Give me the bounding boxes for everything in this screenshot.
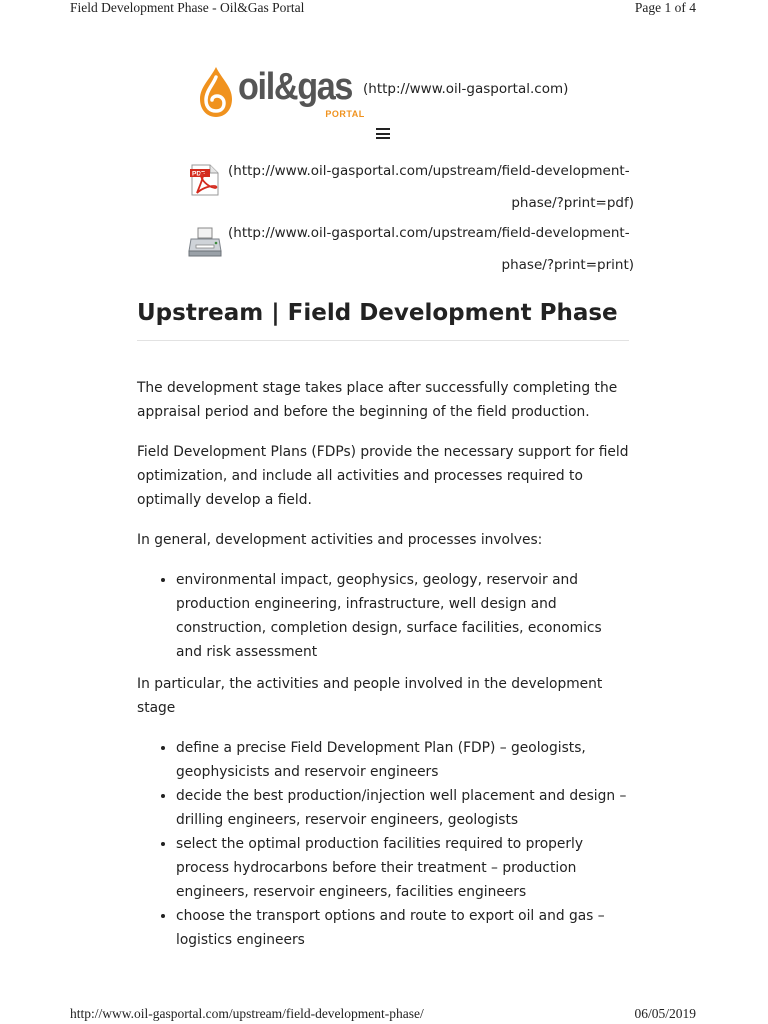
paragraph-general: In general, development activities and processes involves:	[137, 532, 543, 548]
print-footer-date: 06/05/2019	[634, 1006, 696, 1021]
print-header-page: Page 1 of 4	[634, 0, 696, 15]
article-body	[137, 376, 632, 960]
hamburger-menu-icon[interactable]	[376, 128, 390, 142]
list-item: • choose the transport options and route to export oil and gas – logistics engineers	[176, 904, 632, 952]
paragraph-fdp: Field Development Plans (FDPs) provide the necessary support for field optimization, and include all activities and processes required to optimally develop a field.	[137, 444, 629, 508]
print-link-line1[interactable]: (http://www.oil-gasportal.com/upstream/field-development-	[228, 225, 630, 241]
list-item: • environmental impact, geophysics, geology, reservoir and production engineering, infrastructure, well design and construction, completion design, surface facilities, economics and risk assessment	[176, 568, 632, 664]
pdf-link-line2[interactable]: phase/?print=pdf)	[511, 195, 634, 211]
pdf-link-line1[interactable]: (http://www.oil-gasportal.com/upstream/field-development-	[228, 163, 630, 179]
list-item: • define a precise Field Development Plan (FDP) – geologists, geophysicists and reservoir engineers	[176, 736, 632, 784]
print-footer-url: http://www.oil-gasportal.com/upstream/field-development-phase/	[70, 1006, 424, 1021]
list-item: • select the optimal production facilities required to properly process hydrocarbons before their treatment – production engineers, reservoir engineers, facilities engineers	[176, 832, 632, 904]
roles-list	[137, 736, 632, 952]
logo-wordmark: oil&gas	[238, 66, 353, 108]
paragraph-intro: The development stage takes place after successfully completing the appraisal period and before the beginning of the field production.	[137, 380, 618, 420]
print-link-line2[interactable]: phase/?print=print)	[501, 257, 634, 273]
home-link[interactable]: (http://www.oil-gasportal.com)	[363, 81, 569, 97]
activities-list	[137, 568, 632, 664]
site-logo[interactable]	[196, 62, 365, 122]
title-divider	[137, 340, 629, 341]
print-footer	[70, 1006, 696, 1022]
print-header	[70, 0, 696, 16]
paragraph-particular: In particular, the activities and people involved in the development stage	[137, 676, 603, 716]
page-title: Upstream | Field Development Phase	[137, 300, 618, 326]
list-item: • decide the best production/injection well placement and design – drilling engineers, reservoir engineers, geologists	[176, 784, 632, 832]
print-header-title: Field Development Phase - Oil&Gas Portal	[70, 0, 305, 15]
oil-drop-logo-icon	[196, 65, 236, 119]
pdf-icon[interactable]	[188, 163, 222, 197]
svg-text:PDF: PDF	[192, 170, 205, 178]
logo-subtitle: PORTAL	[325, 109, 365, 119]
printer-icon[interactable]	[188, 225, 222, 259]
